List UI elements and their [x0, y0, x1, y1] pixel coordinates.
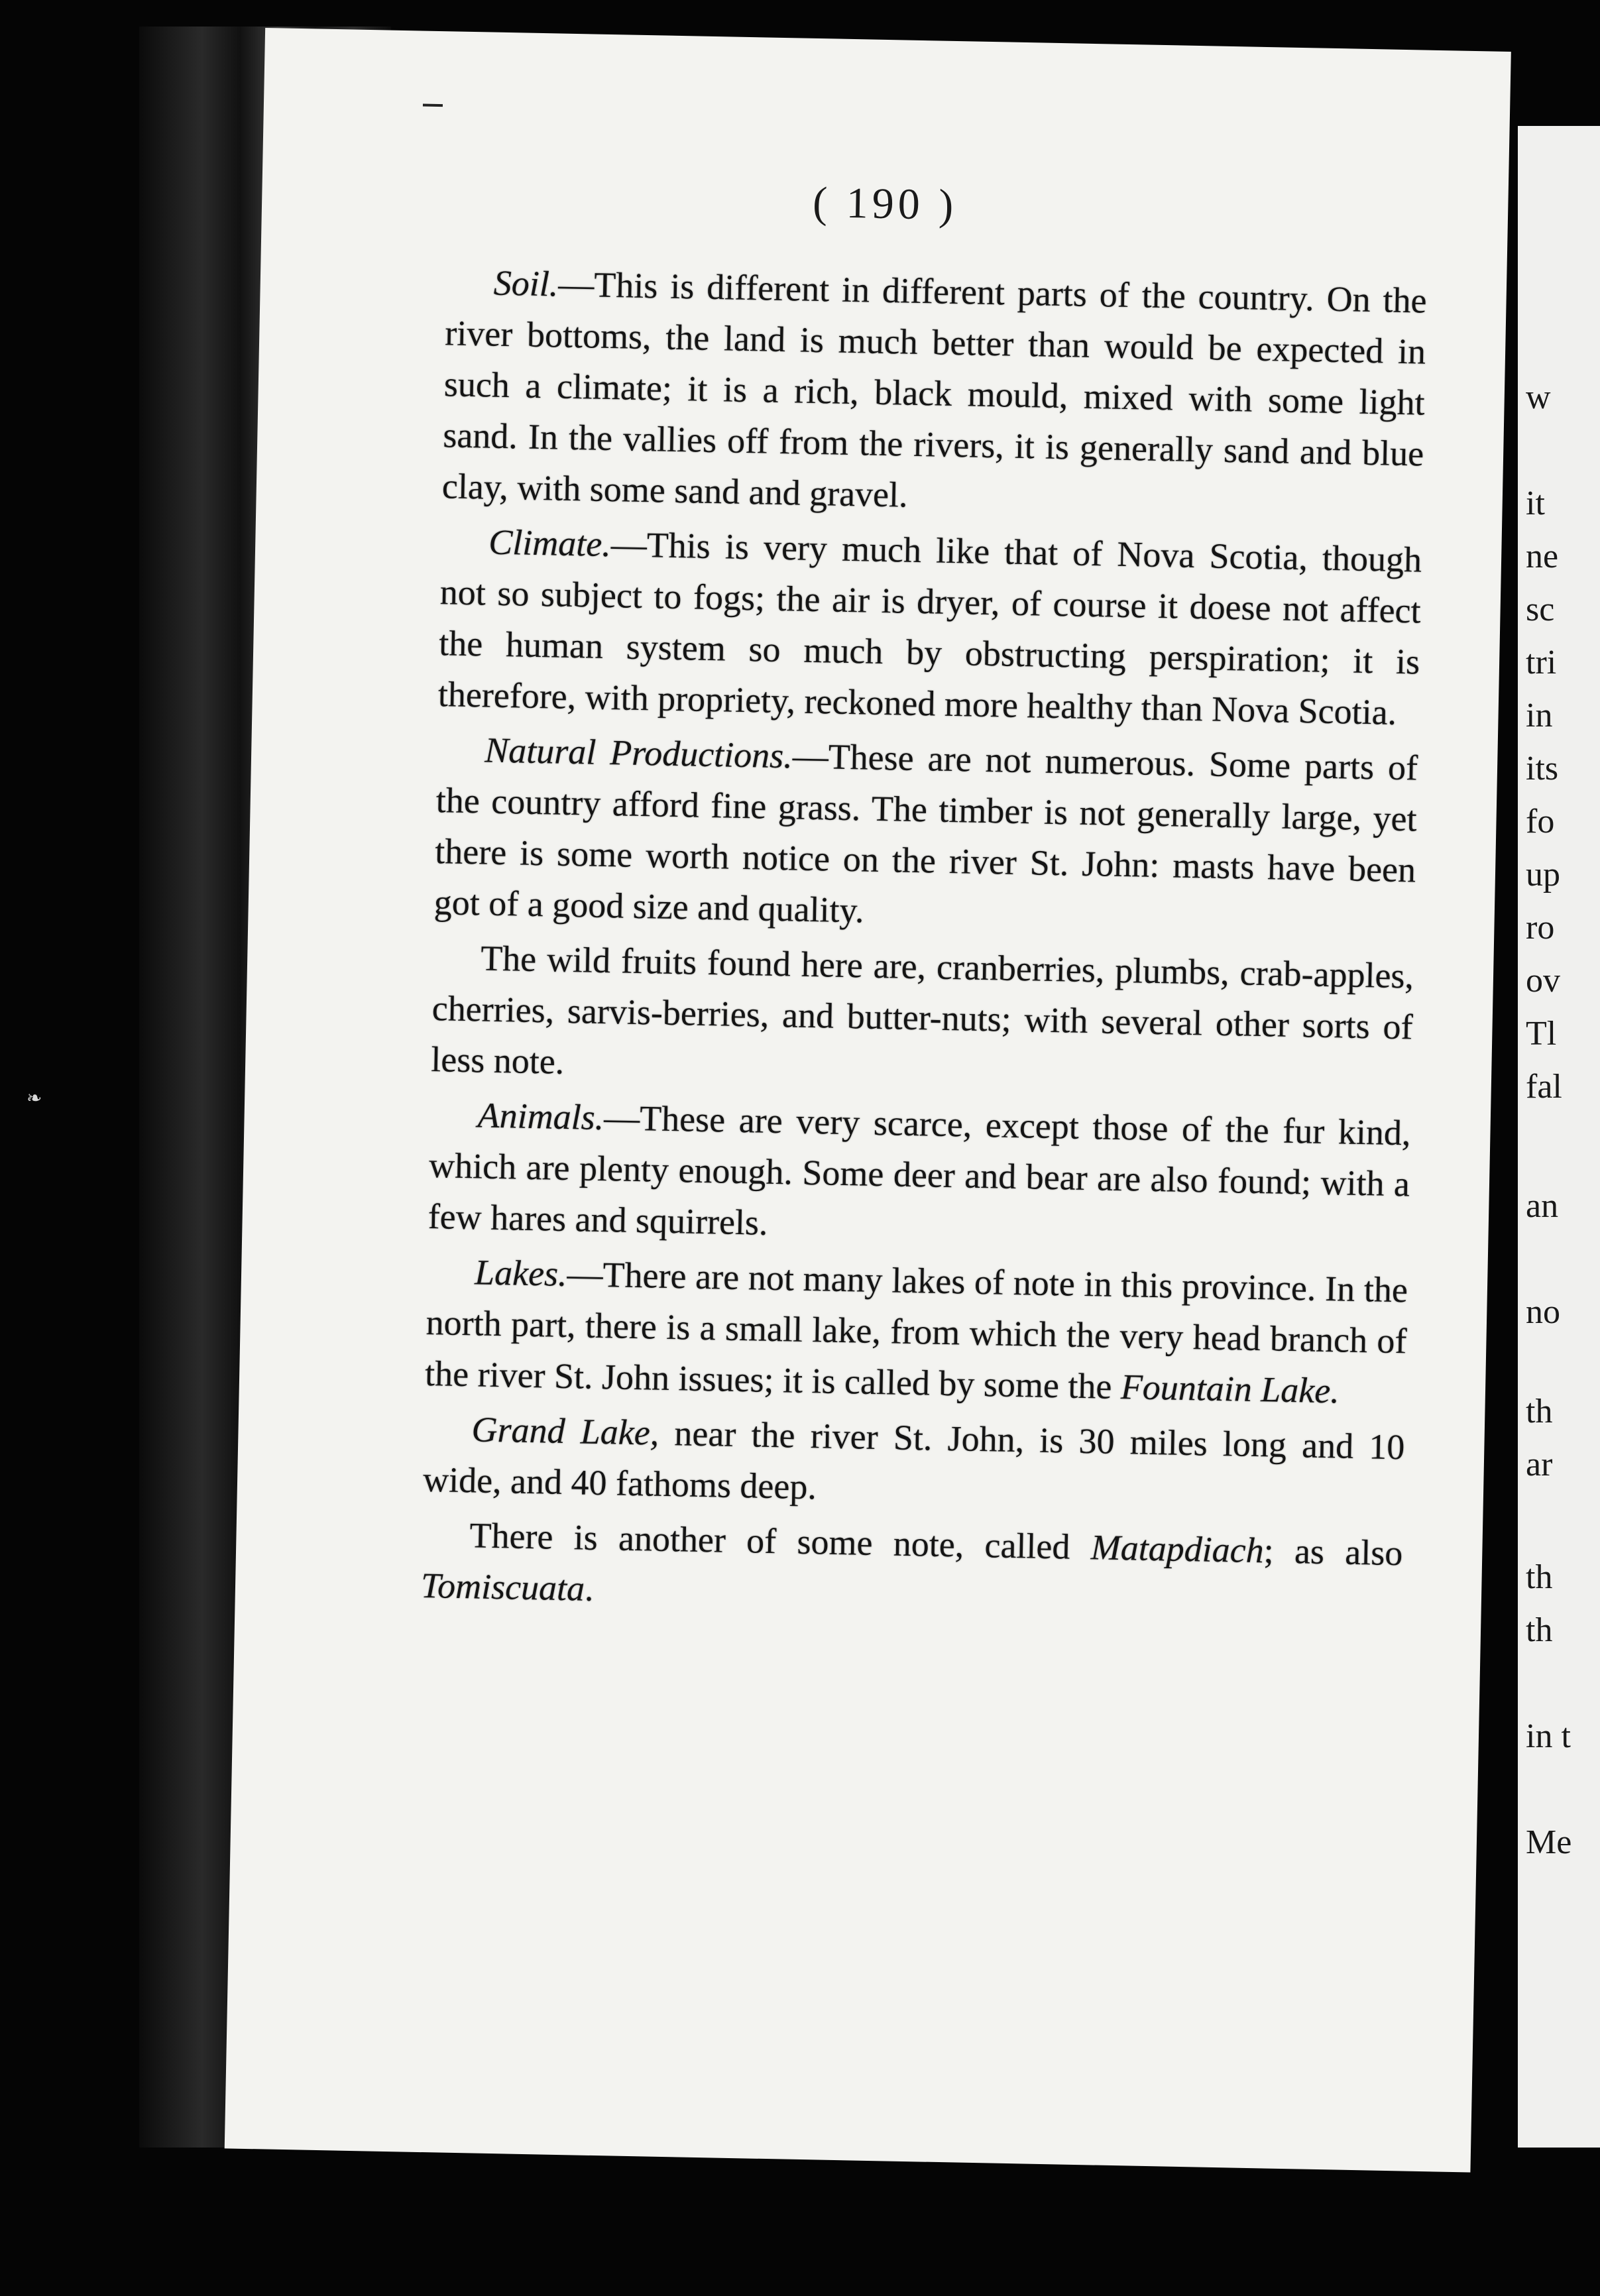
right-fragment: its: [1526, 750, 1559, 787]
text-matapdiach: Matapdiach: [1090, 1527, 1265, 1571]
text-fountain-lake: Fountain Lake.: [1120, 1367, 1340, 1411]
right-fragment: th: [1526, 1393, 1553, 1430]
right-fragment: Tl: [1526, 1015, 1557, 1053]
book-page: [225, 28, 1511, 2173]
paragraph-other-lakes: [420, 1509, 1403, 1630]
text-lakes: —There are not many lakes of note in this province. In the north part, there is a small lake, from which the very head branch of the river St. John issues; it is called by some the: [424, 1254, 1408, 1406]
adjacent-page-fragment: [1518, 126, 1600, 2148]
scan-margin-mark: ❧: [27, 1088, 42, 1109]
text-other-lakes: There is another of some note, called: [469, 1515, 1071, 1567]
right-fragment: Me: [1526, 1823, 1572, 1861]
paragraph-animals: [428, 1089, 1411, 1261]
text-climate: —This is very much like that of Nova Scotia, though not so subject to fogs; the air is dryer, of course it doese not affect the human system so much by obstructing perspiration; it is therefore, with propriety, reckoned more healthy than Nova Scotia.: [437, 524, 1422, 732]
right-fragment: sc: [1526, 591, 1555, 628]
paragraph-wild-fruits: [431, 932, 1414, 1104]
right-fragment: it: [1526, 485, 1545, 522]
right-fragment: an: [1526, 1187, 1559, 1225]
heading-lakes: Lakes.: [474, 1252, 568, 1294]
right-fragment: ro: [1526, 909, 1555, 947]
right-fragment: th: [1526, 1558, 1553, 1596]
paragraph-soil: [441, 257, 1427, 530]
text-tomiscuata: Tomiscuata: [420, 1565, 585, 1609]
right-fragment: ne: [1526, 538, 1559, 575]
page-number: ( 190 ): [812, 178, 958, 230]
heading-natural-productions: Natural Productions.: [484, 730, 793, 776]
right-fragment: ar: [1526, 1446, 1553, 1483]
right-fragment: fal: [1526, 1068, 1562, 1106]
right-fragment: in t: [1526, 1717, 1571, 1755]
right-fragment: no: [1526, 1293, 1560, 1331]
text-soil: —This is different in different parts of the country. On the river bottoms, the land is much better than would be expected in such a climate; it is a rich, black mould, mixed with some light sand. In the vallies off from the rivers, it is generally sand and blue clay, with some sand and gravel.: [441, 264, 1428, 515]
text-final-period: .: [584, 1568, 595, 1609]
heading-soil: Soil.: [493, 262, 559, 304]
text-as-also: ; as also: [1263, 1530, 1403, 1574]
right-fragment: w: [1526, 378, 1551, 416]
right-fragment: th: [1526, 1611, 1553, 1649]
text-natural-productions: —These are not numerous. Some parts of the country afford fine grass. The timber is not generally large, yet there is some worth notice on the river St. John: masts have been got of a good size and quality.: [433, 736, 1418, 931]
right-fragment: fo: [1526, 803, 1555, 840]
paragraph-lakes: [424, 1246, 1408, 1418]
text-grand-lake: near the river St. John, is 30 miles long and 10 wide, and 40 fathoms deep.: [422, 1412, 1405, 1507]
right-fragment: in: [1526, 697, 1553, 734]
page-dash-mark: [423, 104, 443, 107]
heading-climate: Climate.: [488, 522, 612, 565]
page-text: [420, 257, 1427, 1634]
text-animals: —These are very scarce, except those of the fur kind, which are plenty enough. Some deer and bear are also found; with a few hares and squirrels.: [428, 1098, 1412, 1243]
right-fragment: up: [1526, 856, 1560, 893]
text-wild-fruits: The wild fruits found here are, cranberries, plumbs, crab-apples, cherries, sarvis-berries, and butter-nuts; with several other sorts of less note.: [430, 938, 1414, 1082]
paragraph-grand-lake: [422, 1403, 1405, 1524]
heading-animals: Animals.: [477, 1095, 604, 1138]
right-fragment: tri: [1526, 644, 1557, 681]
paragraph-natural-productions: [433, 724, 1418, 947]
right-fragment: ov: [1526, 962, 1560, 1000]
heading-grand-lake: Grand Lake,: [471, 1409, 659, 1453]
paragraph-climate: [437, 516, 1422, 738]
